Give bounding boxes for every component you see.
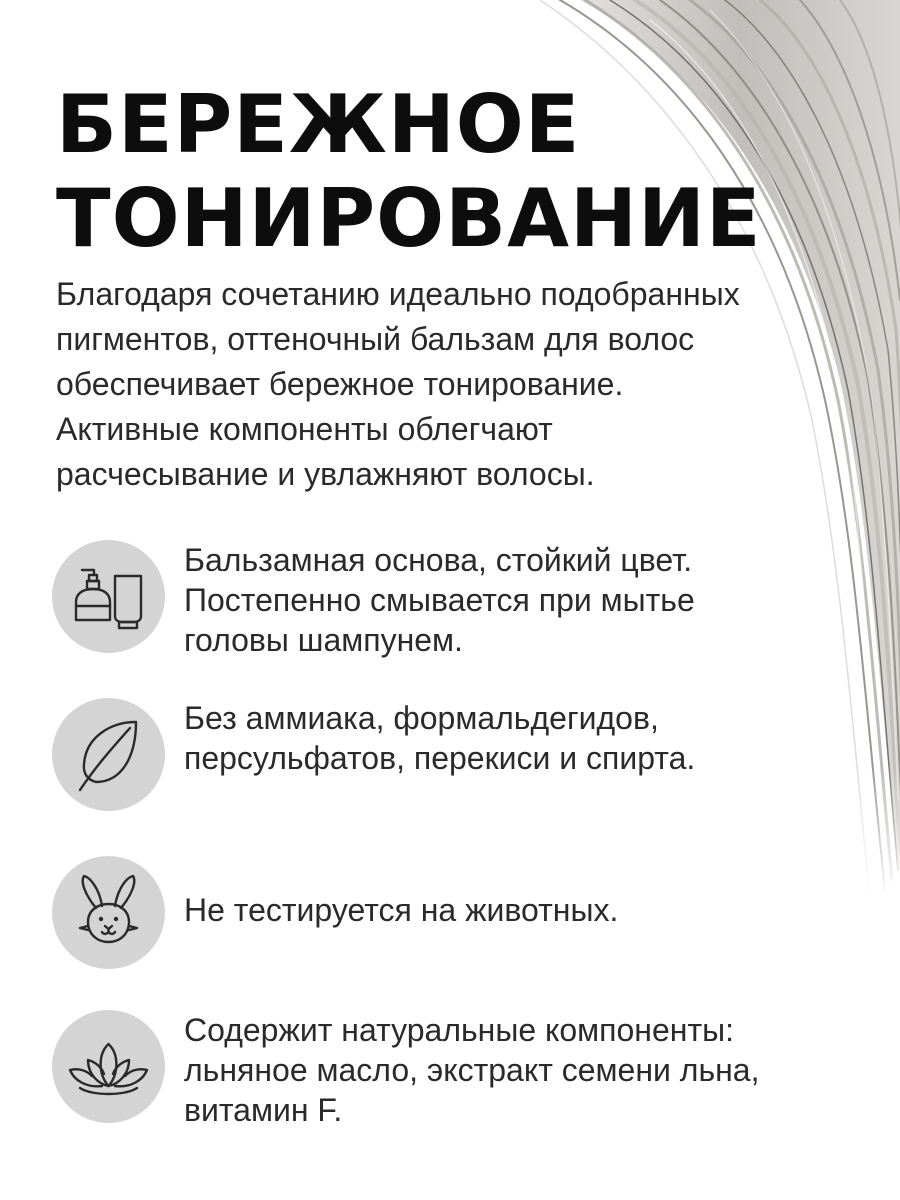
feature-text xyxy=(184,890,618,930)
title-line: ТОНИРОВАНИЕ xyxy=(56,172,762,265)
feature-text xyxy=(184,540,695,660)
feature-line: Не тестируется на животных. xyxy=(184,892,619,928)
lotus-icon xyxy=(52,1010,165,1123)
intro-line: расчесывание и увлажняют волосы. xyxy=(56,456,595,492)
feature-line: Без аммиака, формальдегидов, xyxy=(184,700,659,736)
feature-line: персульфатов, перекиси и спирта. xyxy=(184,740,696,776)
icon-circle xyxy=(52,540,165,653)
feature-text xyxy=(184,698,695,778)
intro-line: обеспечивает бережное тонирование. xyxy=(56,366,624,402)
feature-balm-base xyxy=(52,540,852,680)
feature-line: Содержит натуральные компоненты: xyxy=(184,1012,734,1048)
feature-no-ammonia xyxy=(52,698,852,838)
feature-line: витамин F. xyxy=(184,1092,343,1128)
feature-cruelty-free xyxy=(52,856,852,996)
feature-natural-components xyxy=(52,1010,852,1150)
feature-line: головы шампунем. xyxy=(184,622,463,658)
intro-paragraph xyxy=(56,272,856,497)
leaf-icon xyxy=(52,698,165,811)
page-title xyxy=(56,78,762,266)
icon-circle xyxy=(52,1010,165,1123)
intro-line: Благодаря сочетанию идеально подобранных xyxy=(56,276,740,312)
icon-circle xyxy=(52,856,165,969)
feature-line: льняное масло, экстракт семени льна, xyxy=(184,1052,760,1088)
feature-line: Постепенно смывается при мытье xyxy=(184,582,695,618)
rabbit-icon xyxy=(52,856,165,969)
feature-text xyxy=(184,1010,759,1130)
intro-line: Активные компоненты облегчают xyxy=(56,411,553,447)
intro-line: пигментов, оттеночный бальзам для волос xyxy=(56,321,695,357)
cosmetics-bottles-icon xyxy=(52,540,165,653)
title-line: БЕРЕЖНОЕ xyxy=(56,78,581,171)
feature-line: Бальзамная основа, стойкий цвет. xyxy=(184,542,693,578)
icon-circle xyxy=(52,698,165,811)
